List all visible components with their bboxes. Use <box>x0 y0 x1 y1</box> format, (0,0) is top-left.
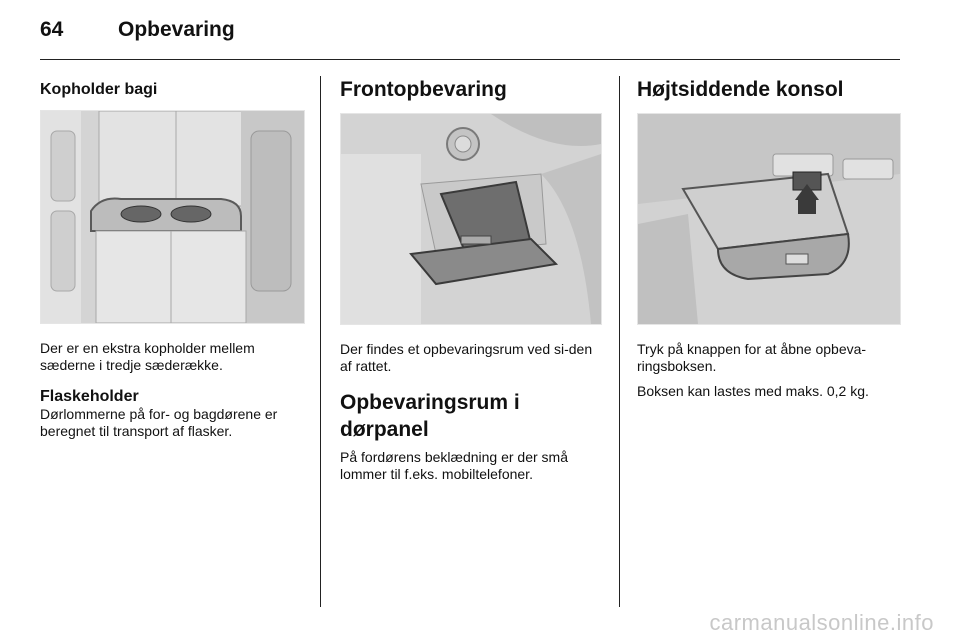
overhead-console-illustration <box>637 113 901 325</box>
para-tryk-knappen: Tryk på knappen for at åbne opbeva-ringsboksen. <box>637 341 867 374</box>
section-title: Opbevaring <box>118 18 235 41</box>
column-2 <box>340 76 602 483</box>
page-number: 64 <box>40 18 64 41</box>
heading-kopholder: Kopholder bagi <box>40 81 158 98</box>
column-divider-2 <box>619 76 620 607</box>
para-kopholder: Der er en ekstra kopholder mellem sæderne i tredje sæderække. <box>40 340 255 373</box>
column-3 <box>637 76 902 400</box>
column-divider-1 <box>320 76 321 607</box>
heading-flaskeholder: Flaskeholder <box>40 388 139 405</box>
para-boksen: Boksen kan lastes med maks. 0,2 kg. <box>637 383 869 399</box>
watermark: carmanualsonline.info <box>709 610 934 635</box>
header-rule <box>40 59 900 60</box>
column-1 <box>40 76 305 440</box>
front-storage-illustration <box>340 113 602 325</box>
heading-opbevaringsrum-line2: dørpanel <box>340 418 429 441</box>
para-doerpanel: På fordørens beklædning er der små lommer til f.eks. mobiltelefoner. <box>340 449 568 482</box>
heading-frontopbevaring: Frontopbevaring <box>340 78 507 101</box>
para-frontopbevaring: Der findes et opbevaringsrum ved si-den af rattet. <box>340 341 593 374</box>
cupholder-illustration <box>40 110 305 324</box>
para-flaskeholder: Dørlommerne på for- og bagdørene er beregnet til transport af flasker. <box>40 406 278 439</box>
heading-hoejtsiddende-konsol: Højtsiddende konsol <box>637 78 844 101</box>
heading-opbevaringsrum-line1: Opbevaringsrum i <box>340 391 520 414</box>
